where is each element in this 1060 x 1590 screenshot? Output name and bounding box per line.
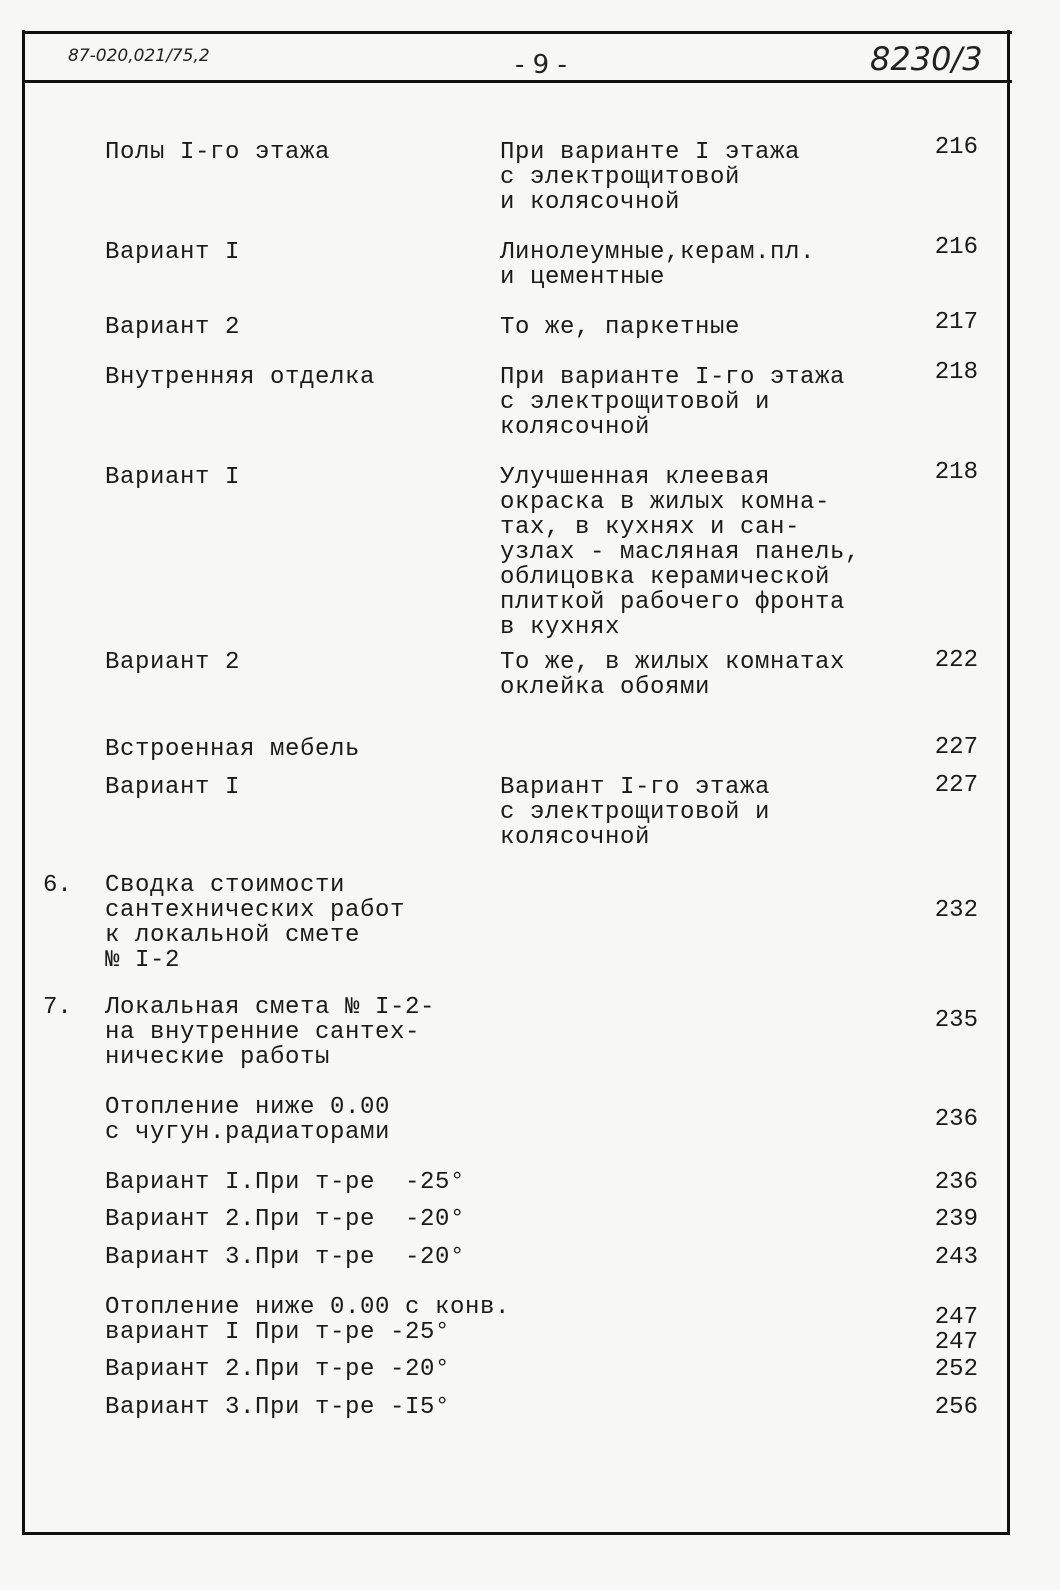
entry-description-line: и колясочной — [500, 189, 681, 216]
entry-page-number: 235 — [934, 1007, 978, 1034]
page-number: - 9 - — [515, 50, 567, 80]
entry-description-line: в кухнях — [500, 614, 621, 641]
entry-description-line: с электрощитовой — [500, 164, 741, 191]
entry-title-line: Вариант I — [105, 774, 241, 801]
entry-description-line: колясочной — [500, 414, 651, 441]
entry-description-line: тах, в кухнях и сан- — [500, 514, 801, 541]
section-number: 7. — [43, 994, 72, 1021]
section-number: 6. — [43, 872, 72, 899]
entry-page-number: 256 — [934, 1394, 978, 1421]
entry-title-line: Встроенная мебель — [105, 736, 361, 763]
entry-description-line: То же, в жилых комнатах — [500, 649, 846, 676]
entry-title-line: Вариант 2.При т-ре -20° — [105, 1206, 466, 1233]
entry-description-line: При варианте I-го этажа — [500, 364, 846, 391]
entry-title-line: № I-2 — [105, 947, 181, 974]
entry-description-line: окраска в жилых комна- — [500, 489, 831, 516]
entry-page-number: 252 — [934, 1356, 978, 1383]
entry-page-number: 227 — [934, 734, 978, 761]
entry-title-line: Вариант 3.При т-ре -I5° — [105, 1394, 451, 1421]
entry-page-number: 218 — [934, 459, 978, 486]
entry-title-line: Вариант 2 — [105, 649, 241, 676]
entry-description-line: узлах - масляная панель, — [500, 539, 861, 566]
entry-description-line: Улучшенная клеевая — [500, 464, 771, 491]
entry-title-line: с чугун.радиаторами — [105, 1119, 391, 1146]
entry-description-line: Вариант I-го этажа — [500, 774, 771, 801]
entry-description-line: Линолеумные,керам.пл. — [500, 239, 816, 266]
header-bottom-rule — [22, 80, 1012, 83]
entry-page-number: 218 — [934, 359, 978, 386]
entry-page-number: 247 — [934, 1304, 978, 1331]
entry-title-line: Отопление ниже 0.00 — [105, 1094, 391, 1121]
entry-description-line: плиткой рабочего фронта — [500, 589, 846, 616]
entry-description-line: колясочной — [500, 824, 651, 851]
entry-page-number: 236 — [934, 1106, 978, 1133]
entry-page-number: 222 — [934, 647, 978, 674]
entry-page-number: 239 — [934, 1206, 978, 1233]
sheet-code: 8230/3 — [870, 40, 983, 78]
entry-page-number: 227 — [934, 772, 978, 799]
entry-title-line: Отопление ниже 0.00 с конв. — [105, 1294, 511, 1321]
entry-title-line: к локальной смете — [105, 922, 361, 949]
entry-page-number: 232 — [934, 897, 978, 924]
entry-title-line: сантехнических работ — [105, 897, 406, 924]
entry-title-line: Вариант 3.При т-ре -20° — [105, 1244, 466, 1271]
entry-description-line: То же, паркетные — [500, 314, 741, 341]
entry-title-line: Вариант I — [105, 464, 241, 491]
entry-page-number: 236 — [934, 1169, 978, 1196]
entry-title-line: Вариант I.При т-ре -25° — [105, 1169, 466, 1196]
entry-title-line: на внутренние сантех- — [105, 1019, 421, 1046]
entry-title-line: Вариант 2 — [105, 314, 241, 341]
entry-page-number: 216 — [934, 134, 978, 161]
entry-page-number: 247 — [934, 1329, 978, 1356]
entry-title-line: Вариант 2.При т-ре -20° — [105, 1356, 451, 1383]
entry-description-line: с электрощитовой и — [500, 389, 771, 416]
entry-page-number: 243 — [934, 1244, 978, 1271]
entry-title-line: Локальная смета № I-2- — [105, 994, 436, 1021]
entry-description-line: облицовка керамической — [500, 564, 831, 591]
document-code: 87-020,021/75,2 — [68, 46, 210, 66]
entry-description-line: При варианте I этажа — [500, 139, 801, 166]
entry-description-line: с электрощитовой и — [500, 799, 771, 826]
entry-title-line: Вариант I — [105, 239, 241, 266]
entry-title-line: Внутренняя отделка — [105, 364, 376, 391]
entry-title-line: Полы I-го этажа — [105, 139, 331, 166]
entry-title-line: вариант I При т-ре -25° — [105, 1319, 451, 1346]
entry-page-number: 216 — [934, 234, 978, 261]
entry-description-line: и цементные — [500, 264, 666, 291]
entry-description-line: оклейка обоями — [500, 674, 711, 701]
entry-title-line: нические работы — [105, 1044, 331, 1071]
entry-title-line: Сводка стоимости — [105, 872, 346, 899]
entry-page-number: 217 — [934, 309, 978, 336]
header-top-rule — [22, 31, 1012, 34]
